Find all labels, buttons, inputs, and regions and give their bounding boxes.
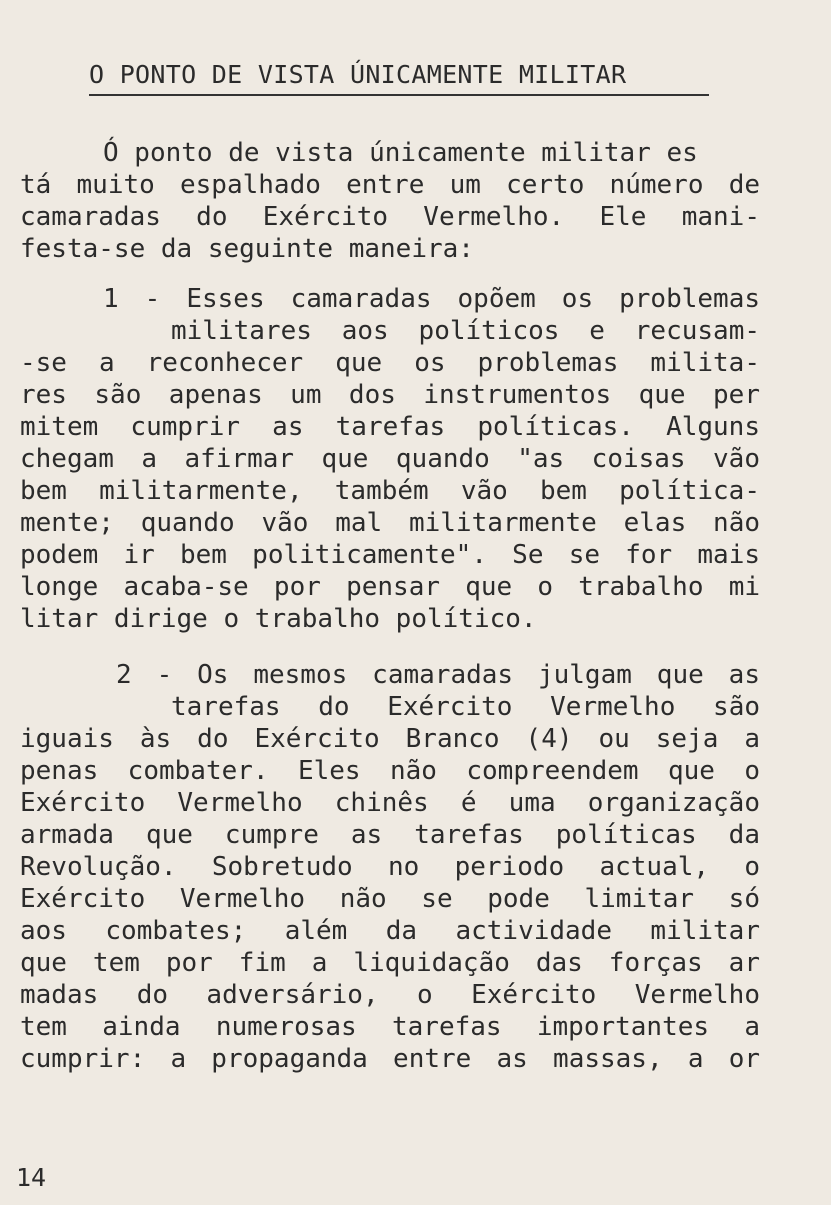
chapter-heading: O PONTO DE VISTA ÚNICAMENTE MILITAR [89,60,627,89]
text-line: Ó ponto de vista únicamente militar es [103,138,698,168]
text-line: mente; quando vão mal militarmente elas não [20,508,760,538]
text-line: tem ainda numerosas tarefas importantes a [20,1012,760,1042]
text-line: aos combates; além da actividade militar [20,916,760,946]
text-line: 2 - Os mesmos camaradas julgam que as [116,660,760,690]
text-line: podem ir bem politicamente". Se se for mais [20,540,760,570]
text-line: longe acaba-se por pensar que o trabalho mi [20,572,760,602]
text-line: tarefas do Exército Vermelho são [171,692,760,722]
text-line: mitem cumprir as tarefas políticas. Alguns [20,412,760,442]
text-line: militares aos políticos e recusam- [171,316,760,346]
text-line: madas do adversário, o Exército Vermelho [20,980,760,1010]
text-line: chegam a afirmar que quando "as coisas vão [20,444,760,474]
text-line: Exército Vermelho chinês é uma organização [20,788,760,818]
text-line: penas combater. Eles não compreendem que o [20,756,760,786]
text-line: Revolução. Sobretudo no periodo actual, o [20,852,760,882]
text-line: litar dirige o trabalho político. [20,604,537,634]
text-line: iguais às do Exército Branco (4) ou seja a [20,724,760,754]
text-line: tá muito espalhado entre um certo número de [20,170,760,200]
text-line: festa-se da seguinte maneira: [20,234,474,264]
text-line: cumprir: a propaganda entre as massas, a or [20,1044,760,1074]
text-line: res são apenas um dos instrumentos que per [20,380,760,410]
heading-underline [89,94,709,96]
text-line: 1 - Esses camaradas opõem os problemas [103,284,760,314]
text-line: armada que cumpre as tarefas políticas da [20,820,760,850]
text-line: bem militarmente, também vão bem política- [20,476,760,506]
text-line: -se a reconhecer que os problemas milita- [20,348,760,378]
text-line: camaradas do Exército Vermelho. Ele mani- [20,202,760,232]
text-line: Exército Vermelho não se pode limitar só [20,884,760,914]
text-line: que tem por fim a liquidação das forças ar [20,948,760,978]
page-number: 14 [16,1163,47,1192]
